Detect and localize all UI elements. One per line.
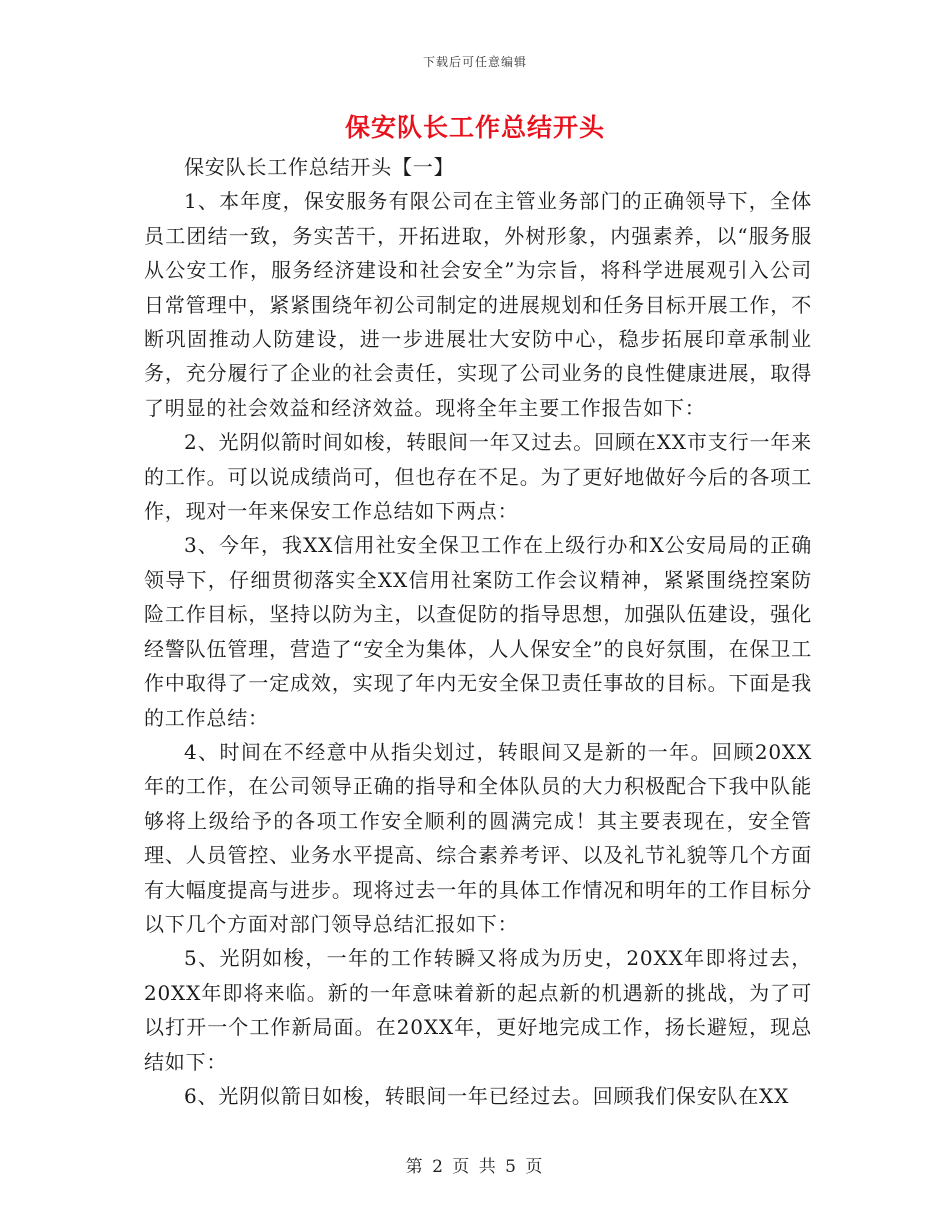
paragraph-5: 5、光阴如梭，一年的工作转瞬又将成为历史，20XX年即将过去，20XX年即将来临。新的一年意味着新的起点新的机遇新的挑战，为了可以打开一个工作新局面。在20XX年，更好地完成工作，扬长避短，现总结如下： bbox=[144, 946, 812, 1074]
paragraph-1: 1、本年度，保安服务有限公司在主管业务部门的正确领导下，全体员工团结一致，务实苦干，开拓进取，外树形象，内强素养，以“服务服从公安工作，服务经济建设和社会安全”为宗旨，将科学进展观引入公司日常管理中，紧紧围绕年初公司制定的进展规划和任务目标开展工作，不断巩固推动人防建设，进一步进展壮大安防中心，稳步拓展印章承制业务，充分履行了企业的社会责任，实现了公司业务的良性健康进展，取得了明显的社会效益和经济效益。现将全年主要工作报告如下： bbox=[144, 189, 812, 420]
document-title: 保安队长工作总结开头 bbox=[344, 113, 605, 142]
section-subtitle: 保安队长工作总结开头【一】 bbox=[184, 155, 455, 179]
page-number-footer: 第 2 页 共 5 页 bbox=[405, 1157, 545, 1177]
header-note: 下载后可任意编辑 bbox=[422, 55, 527, 69]
document-body bbox=[144, 150, 812, 1113]
paragraph-2: 2、光阴似箭时间如梭，转眼间一年又过去。回顾在XX市支行一年来的工作。可以说成绩尚可，但也存在不足。为了更好地做好今后的各项工作，现对一年来保安工作总结如下两点： bbox=[144, 430, 812, 524]
paragraph-3: 3、今年，我XX信用社安全保卫工作在上级行办和X公安局局的正确领导下，仔细贯彻落实全XX信用社案防工作会议精神，紧紧围绕控案防险工作目标，坚持以防为主，以查促防的指导思想，加强队伍建设，强化经警队伍管理，营造了“安全为集体，人人保安全”的良好氛围，在保卫工作中取得了一定成效，实现了年内无安全保卫责任事故的目标。下面是我的工作总结： bbox=[144, 533, 812, 730]
paragraph-6: 6、光阴似箭日如梭，转眼间一年已经过去。回顾我们保安队在XX bbox=[184, 1083, 790, 1108]
paragraph-4: 4、时间在不经意中从指尖划过，转眼间又是新的一年。回顾20XX年的工作，在公司领导正确的指导和全体队员的大力积极配合下我中队能够将上级给予的各项工作安全顺利的圆满完成！其主要表现在，安全管理、人员管控、业务水平提高、综合素养考评、以及礼节礼貌等几个方面有大幅度提高与进步。现将过去一年的具体工作情况和明年的工作目标分以下几个方面对部门领导总结汇报如下： bbox=[144, 739, 812, 936]
